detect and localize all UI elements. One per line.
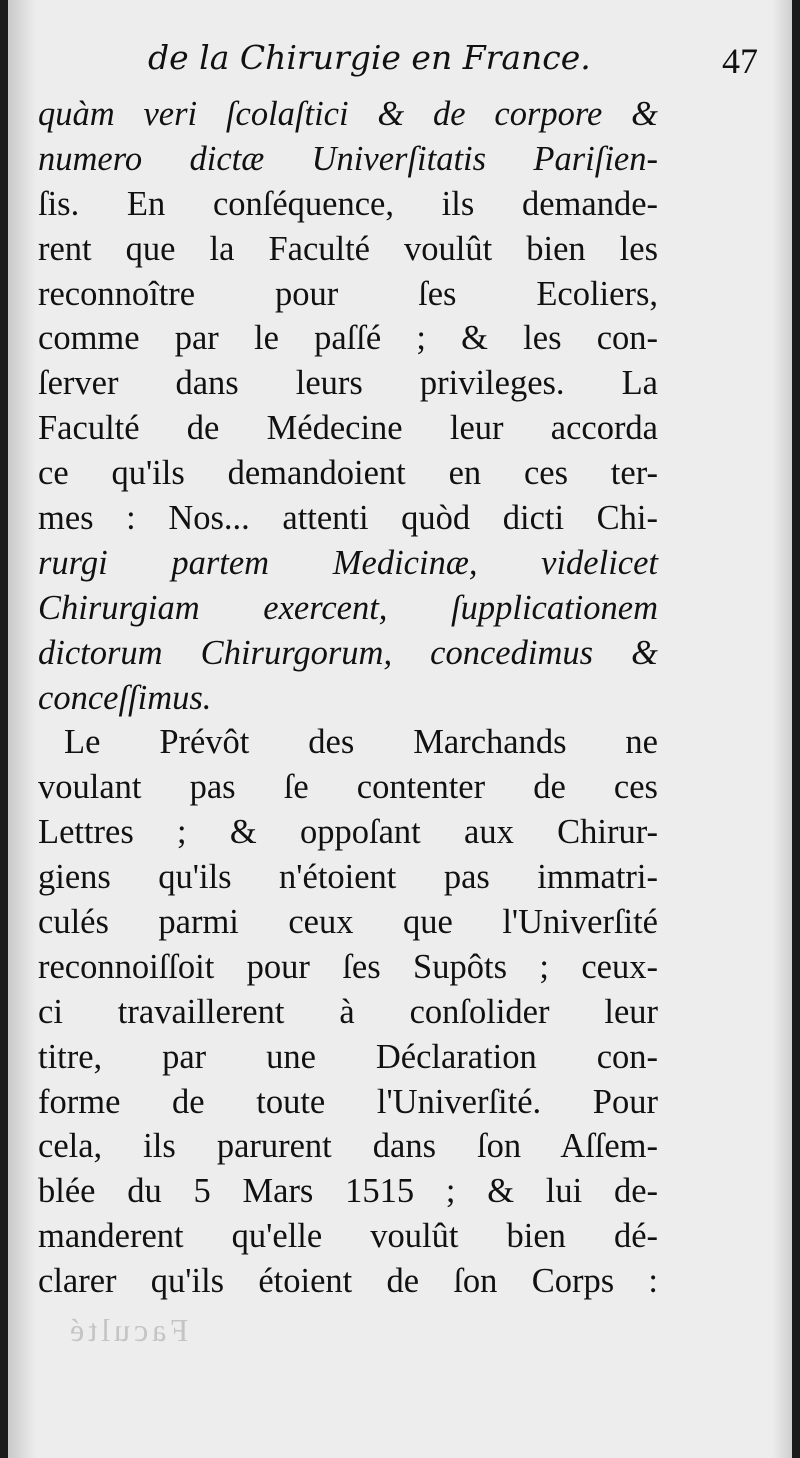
text-line: cela, ils parurent dans ſon Aſſem- xyxy=(38,1127,658,1166)
text-line: reconnoître pour ſes Ecoliers, xyxy=(38,274,658,313)
text-line: dictorum Chirurgorum, concedimus & xyxy=(38,633,658,672)
text-line: conceſſimus. xyxy=(38,678,212,717)
text-line: ci travaillerent à conſolider leur xyxy=(38,992,658,1031)
text-line: titre, par une Déclaration con- xyxy=(38,1037,658,1076)
text-line: Lettres ; & oppoſant aux Chirur- xyxy=(38,813,658,852)
text-line: quàm veri ſcolaſtici & de corpore & xyxy=(38,95,658,133)
text-line: forme de toute l'Univerſité. Pour xyxy=(38,1082,658,1121)
text-line: reconnoiſſoit pour ſes Supôts ; ceux- xyxy=(38,947,658,986)
body-text xyxy=(38,92,658,1304)
text-line: blée du 5 Mars 1515 ; & lui de- xyxy=(38,1172,658,1211)
text-line: rent que la Faculté voulût bien les xyxy=(38,229,658,268)
bleed-through-text: Faculté xyxy=(66,1312,189,1348)
text-line: ſerver dans leurs privileges. La xyxy=(38,364,658,403)
text-line: Le Prévôt des Marchands ne xyxy=(64,723,658,762)
text-line: culés parmi ceux que l'Univerſité xyxy=(38,903,658,942)
text-line: comme par le paſſé ; & les con- xyxy=(38,319,658,358)
text-line: Faculté de Médecine leur accorda xyxy=(38,409,658,448)
book-page xyxy=(8,0,792,1458)
page-header xyxy=(38,38,766,88)
page-number: 47 xyxy=(722,41,758,81)
text-line: Chirurgiam exercent, ſupplicationem xyxy=(38,588,658,627)
text-line: voulant pas ſe contenter de ces xyxy=(38,768,658,807)
running-title: de la Chirurgie en France. xyxy=(148,38,591,77)
text-line: giens qu'ils n'étoient pas immatri- xyxy=(38,858,658,897)
text-line: rurgi partem Medicinæ, videlicet xyxy=(38,543,658,582)
text-line: ſis. En conſéquence, ils demande- xyxy=(38,184,658,223)
text-line: clarer qu'ils étoient de ſon Corps : xyxy=(38,1262,658,1301)
text-line: ce qu'ils demandoient en ces ter- xyxy=(38,454,658,493)
text-line: manderent qu'elle voulût bien dé- xyxy=(38,1217,658,1256)
text-line: numero dictæ Univerſitatis Pariſien- xyxy=(38,139,658,178)
text-line: mes : Nos... attenti quòd dicti Chi- xyxy=(38,499,658,538)
